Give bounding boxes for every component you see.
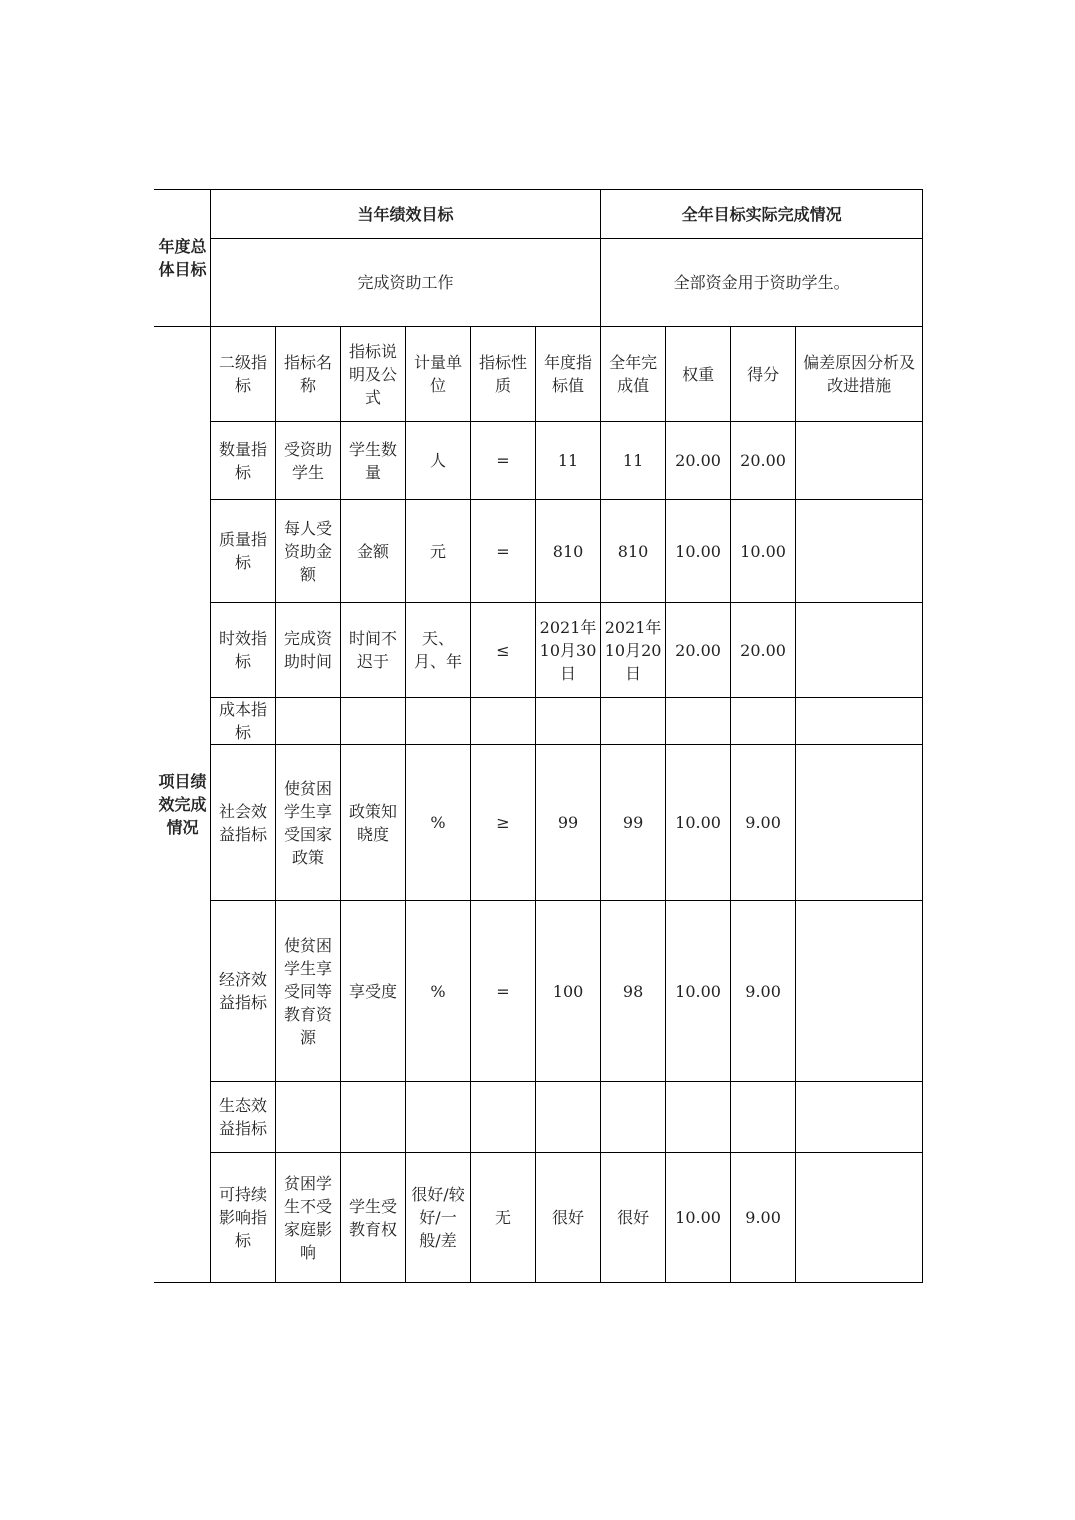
cell-desc: 政策知晓度 [341, 745, 406, 901]
cell-nature: = [471, 500, 536, 603]
cell-year-target [536, 1082, 601, 1153]
header-unit: 计量单位 [406, 327, 471, 422]
indicator-header-row [155, 327, 923, 422]
table-row [155, 745, 923, 901]
header-level2: 二级指标 [211, 327, 276, 422]
cell-year-target: 99 [536, 745, 601, 901]
cell-nature: = [471, 901, 536, 1082]
header-nature: 指标性质 [471, 327, 536, 422]
cell-year-target: 100 [536, 901, 601, 1082]
cell-level2: 可持续影响指标 [211, 1153, 276, 1283]
cell-score: 20.00 [731, 422, 796, 500]
cell-level2: 经济效益指标 [211, 901, 276, 1082]
cell-weight: 20.00 [666, 603, 731, 698]
cell-desc [341, 698, 406, 745]
cell-level2: 数量指标 [211, 422, 276, 500]
table-row [155, 901, 923, 1082]
cell-level2: 质量指标 [211, 500, 276, 603]
cell-score: 9.00 [731, 745, 796, 901]
cell-score: 9.00 [731, 1153, 796, 1283]
cell-unit [406, 698, 471, 745]
header-score: 得分 [731, 327, 796, 422]
cell-unit: % [406, 745, 471, 901]
header-year-target: 年度指标值 [536, 327, 601, 422]
cell-unit: 人 [406, 422, 471, 500]
cell-actual: 很好 [601, 1153, 666, 1283]
cell-name: 每人受资助金额 [276, 500, 341, 603]
cell-name [276, 698, 341, 745]
cell-score [731, 1082, 796, 1153]
cell-actual: 2021年10月20日 [601, 603, 666, 698]
cell-year-target: 810 [536, 500, 601, 603]
annual-goal-header-row [155, 190, 923, 239]
cell-score: 20.00 [731, 603, 796, 698]
cell-unit: 元 [406, 500, 471, 603]
cell-score [731, 698, 796, 745]
cell-nature: ≤ [471, 603, 536, 698]
cell-score: 10.00 [731, 500, 796, 603]
cell-level2: 成本指标 [211, 698, 276, 745]
cell-weight: 10.00 [666, 745, 731, 901]
cell-nature [471, 1082, 536, 1153]
cell-name [276, 1082, 341, 1153]
cell-unit: 很好/较好/一般/差 [406, 1153, 471, 1283]
cell-name: 受资助学生 [276, 422, 341, 500]
header-actual: 全年完成值 [601, 327, 666, 422]
table-row [155, 698, 923, 745]
cell-deviation [796, 500, 923, 603]
cell-weight: 10.00 [666, 500, 731, 603]
cell-actual: 99 [601, 745, 666, 901]
header-weight: 权重 [666, 327, 731, 422]
cell-deviation [796, 422, 923, 500]
cell-deviation [796, 698, 923, 745]
cell-desc: 学生数量 [341, 422, 406, 500]
cell-deviation [796, 1153, 923, 1283]
cell-desc: 享受度 [341, 901, 406, 1082]
cell-unit [406, 1082, 471, 1153]
cell-name: 使贫困学生享受同等教育资源 [276, 901, 341, 1082]
cell-actual [601, 698, 666, 745]
cell-weight: 10.00 [666, 1153, 731, 1283]
current-target-value: 完成资助工作 [211, 239, 601, 327]
cell-nature: = [471, 422, 536, 500]
header-name: 指标名称 [276, 327, 341, 422]
table-row [155, 1153, 923, 1283]
actual-completion-value: 全部资金用于资助学生。 [601, 239, 923, 327]
cell-deviation [796, 603, 923, 698]
cell-year-target: 很好 [536, 1153, 601, 1283]
cell-name: 完成资助时间 [276, 603, 341, 698]
cell-year-target: 2021年10月30日 [536, 603, 601, 698]
cell-unit: % [406, 901, 471, 1082]
cell-weight [666, 698, 731, 745]
cell-actual: 810 [601, 500, 666, 603]
cell-name: 使贫困学生享受国家政策 [276, 745, 341, 901]
cell-level2: 时效指标 [211, 603, 276, 698]
header-deviation: 偏差原因分析及改进措施 [796, 327, 923, 422]
cell-deviation [796, 745, 923, 901]
header-desc: 指标说明及公式 [341, 327, 406, 422]
cell-score: 9.00 [731, 901, 796, 1082]
cell-deviation [796, 901, 923, 1082]
cell-nature: 无 [471, 1153, 536, 1283]
table-row [155, 500, 923, 603]
cell-year-target: 11 [536, 422, 601, 500]
cell-desc: 学生受教育权 [341, 1153, 406, 1283]
table-row [155, 1082, 923, 1153]
annual-goal-label: 年度总体目标 [155, 190, 211, 327]
cell-actual: 98 [601, 901, 666, 1082]
cell-level2: 社会效益指标 [211, 745, 276, 901]
cell-level2: 生态效益指标 [211, 1082, 276, 1153]
actual-completion-header: 全年目标实际完成情况 [601, 190, 923, 239]
cell-nature [471, 698, 536, 745]
cell-weight: 10.00 [666, 901, 731, 1082]
cell-desc: 金额 [341, 500, 406, 603]
table-row [155, 422, 923, 500]
cell-desc: 时间不迟于 [341, 603, 406, 698]
cell-deviation [796, 1082, 923, 1153]
cell-desc [341, 1082, 406, 1153]
cell-actual: 11 [601, 422, 666, 500]
cell-unit: 天、月、年 [406, 603, 471, 698]
performance-label: 项目绩效完成情况 [155, 327, 211, 1283]
cell-actual [601, 1082, 666, 1153]
table-row [155, 603, 923, 698]
cell-name: 贫困学生不受家庭影响 [276, 1153, 341, 1283]
cell-weight: 20.00 [666, 422, 731, 500]
cell-nature: ≥ [471, 745, 536, 901]
cell-weight [666, 1082, 731, 1153]
annual-goal-value-row [155, 239, 923, 327]
performance-table [154, 189, 923, 1283]
current-target-header: 当年绩效目标 [211, 190, 601, 239]
cell-year-target [536, 698, 601, 745]
